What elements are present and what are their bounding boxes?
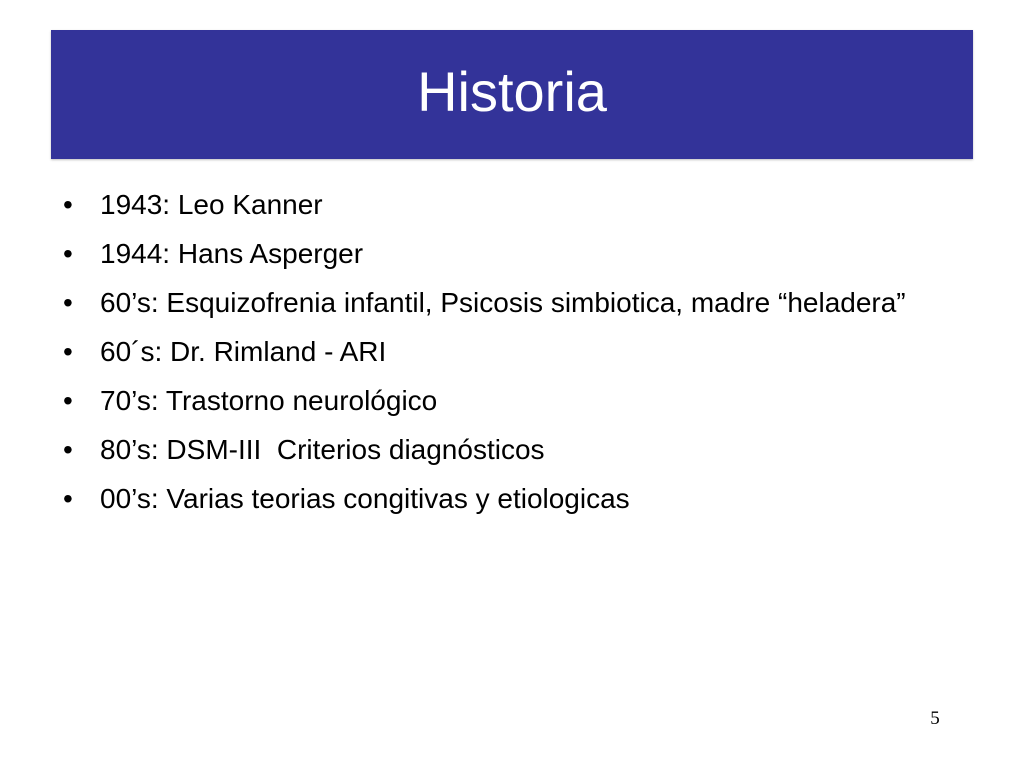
page-number: 5	[930, 708, 940, 729]
bullet-icon: •	[63, 385, 73, 416]
title-bar	[51, 30, 973, 159]
bullet-list	[60, 188, 960, 531]
bullet-icon: •	[63, 287, 73, 318]
bullet-text: 1943: Leo Kanner	[100, 189, 323, 220]
bullet-item	[60, 286, 960, 320]
bullet-icon: •	[63, 189, 73, 220]
slide-title: Historia	[417, 59, 607, 123]
bullet-text: 60’s: Esquizofrenia infantil, Psicosis simbiotica, madre “heladera”	[100, 287, 906, 318]
bullet-item	[60, 188, 960, 222]
bullet-icon: •	[63, 336, 73, 367]
bullet-text: 1944: Hans Asperger	[100, 238, 364, 269]
bullet-item	[60, 433, 960, 467]
bullet-text: 80’s: DSM-III Criterios diagnósticos	[100, 434, 545, 465]
bullet-item	[60, 482, 960, 516]
bullet-text: 00’s: Varias teorias congitivas y etiologicas	[100, 483, 630, 514]
bullet-text: 70’s: Trastorno neurológico	[100, 385, 438, 416]
bullet-icon: •	[63, 483, 73, 514]
bullet-icon: •	[63, 238, 73, 269]
bullet-item	[60, 237, 960, 271]
bullet-text: 60´s: Dr. Rimland - ARI	[100, 336, 387, 367]
bullet-item	[60, 384, 960, 418]
bullet-icon: •	[63, 434, 73, 465]
bullet-item	[60, 335, 960, 369]
